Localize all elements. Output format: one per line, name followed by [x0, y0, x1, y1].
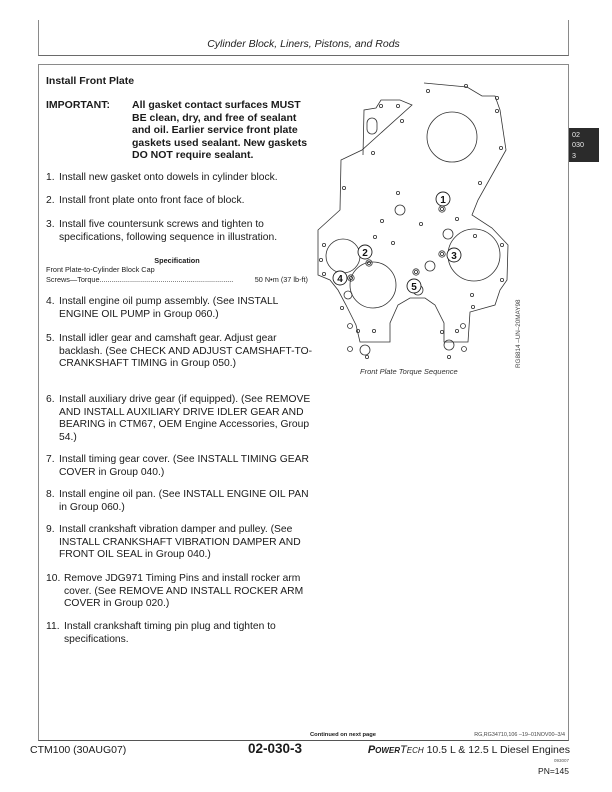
brand-tech: Tech	[400, 744, 424, 756]
step-4	[46, 296, 314, 321]
step-text: Install five countersunk screws and tighten to specifications, following sequence in illustration.	[59, 219, 278, 243]
callout-1-label: 1	[440, 195, 446, 206]
step-number: 2.	[46, 195, 55, 206]
tab-page: 3	[572, 150, 576, 160]
front-plate-illustration	[312, 78, 522, 368]
tab-subgroup: 030	[572, 140, 584, 150]
spec-item-line1: Front Plate-to-Cylinder Block Cap	[46, 265, 155, 274]
step-number: 7.	[46, 454, 55, 465]
step-3	[46, 219, 314, 244]
manual-title	[368, 744, 570, 756]
callout-3-label: 3	[451, 251, 457, 262]
step-text: Install front plate onto front face of block.	[59, 195, 245, 206]
section-tab	[569, 128, 599, 162]
section-title: Install Front Plate	[46, 75, 135, 87]
brand-power: Power	[367, 744, 401, 756]
step-number: 3.	[46, 219, 55, 230]
step-5	[46, 333, 314, 371]
step-10	[46, 573, 314, 611]
step-text: Remove JDG971 Timing Pins and install rocker arm cover. (See REMOVE AND INSTALL ROCKER ARM COVER in Group 020.)	[64, 573, 304, 610]
manual-id: CTM100 (30AUG07)	[30, 744, 127, 756]
step-text: Install timing gear cover. (See INSTALL TIMING GEAR COVER in Group 040.)	[59, 454, 309, 478]
step-number: 1.	[46, 172, 55, 183]
continued-note: Continued on next page	[310, 732, 377, 738]
step-number: 5.	[46, 333, 55, 344]
document-reference: RG,RG34710,106 –19–01NOV00–3/4	[474, 732, 565, 738]
step-2	[46, 195, 314, 208]
figure-caption: Front Plate Torque Sequence	[360, 367, 458, 376]
step-9	[46, 524, 314, 562]
manual-title-rest: 10.5 L & 12.5 L Diesel Engines	[423, 744, 570, 756]
step-text: Install auxiliary drive gear (if equipped). (See REMOVE AND INSTALL AUXILIARY DRIVE IDLER GEAR AND BEARING in CTM67, OEM Engine Accessories, Group 54.)	[59, 394, 311, 443]
spec-value: 50 N•m (37 lb-ft)	[254, 275, 308, 284]
important-text: All gasket contact surfaces MUST BE clean, dry, and free of sealant and oil. Earlier service front plate gaskets used sealant. New gaskets DO NOT require sealant.	[132, 99, 308, 162]
step-6	[46, 394, 314, 444]
spec-heading: Specification	[154, 256, 200, 265]
callout-5-label: 5	[411, 282, 417, 293]
step-text: Install new gasket onto dowels in cylinder block.	[59, 172, 278, 183]
callout-4-label: 4	[337, 274, 343, 285]
step-text: Install crankshaft vibration damper and pulley. (See INSTALL CRANKSHAFT VIBRATION DAMPER AND FRONT OIL SEAL in Group 040.)	[59, 524, 301, 561]
step-1	[46, 172, 314, 185]
step-number: 8.	[46, 489, 55, 500]
step-number: 4.	[46, 296, 55, 307]
important-note	[46, 99, 316, 162]
header-title: Cylinder Block, Liners, Pistons, and Rods	[207, 38, 400, 50]
pn-number: PN=145	[538, 766, 569, 776]
step-text: Install engine oil pan. (See INSTALL ENGINE OIL PAN in Group 060.)	[59, 489, 309, 513]
important-label: IMPORTANT:	[46, 99, 110, 111]
step-number: 10.	[46, 573, 61, 584]
step-text: Install idler gear and camshaft gear. Adjust gear backlash. (See CHECK AND ADJUST CAMSHAFT-TO-CRANKSHAFT TIMING in Group 050.)	[59, 333, 313, 370]
callout-2-label: 2	[362, 248, 368, 259]
footer-code: 093007	[553, 758, 569, 763]
spec-item-label: Screws—Torque	[46, 275, 100, 284]
page-number: 02-030-3	[248, 741, 303, 756]
tab-group: 02	[572, 130, 580, 139]
spec-item-line2	[46, 275, 246, 284]
step-text: Install engine oil pump assembly. (See INSTALL ENGINE OIL PUMP in Group 060.)	[59, 296, 279, 320]
step-11	[46, 621, 314, 646]
step-number: 9.	[46, 524, 55, 535]
step-number: 6.	[46, 394, 55, 405]
step-text: Install crankshaft timing pin plug and tighten to specifications.	[64, 621, 276, 645]
step-7	[46, 454, 314, 479]
spec-leader: ..................................................................	[99, 275, 234, 284]
step-8	[46, 489, 314, 514]
step-number: 11.	[46, 621, 60, 632]
page-header	[38, 20, 569, 56]
figure-id: RG8814 –UN–20MAY98	[515, 299, 522, 368]
